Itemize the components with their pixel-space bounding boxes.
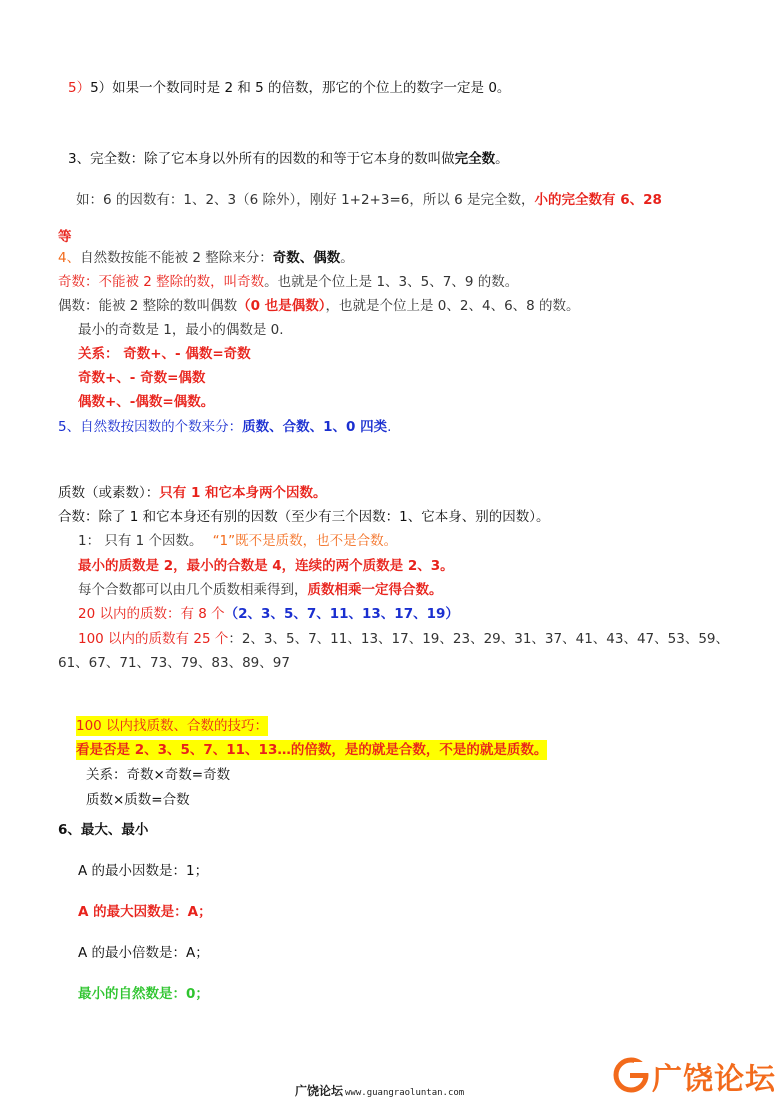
- primes-20-label: 20 以内的质数：有 8 个: [78, 606, 225, 622]
- primes-under-100: [78, 629, 729, 649]
- smallest-prime-composite: 最小的质数是 2，最小的合数是 4，连续的两个质数是 2、3。: [78, 558, 454, 574]
- prime-definition: [58, 483, 327, 503]
- line-5-multiple-of-2-and-5: [68, 78, 510, 98]
- max-factor-rule: A 的最大因数是：A；: [78, 904, 212, 920]
- primes-20-list: （2、3、5、7、11、13、17、19）: [224, 606, 459, 622]
- punct: .: [387, 419, 392, 435]
- odd-even-classification: [58, 248, 354, 268]
- primes-under-20: [78, 604, 459, 624]
- relation-odd-plus-odd: 奇数+、- 奇数=偶数: [78, 370, 206, 386]
- prime-composite-tip: 看是否是 2、3、5、7、11、13…的倍数，是的就是合数，不是的就是质数。: [76, 742, 548, 758]
- even-zero-note: （0 也是偶数）: [237, 298, 326, 314]
- perfect-number-definition: [68, 149, 509, 169]
- even-digits: ，也就是个位上是 0、2、4、6、8 的数。: [325, 298, 580, 314]
- rule-text: 5）如果一个数同时是 2 和 5 的倍数，那它的个位上的数字一定是 0。: [90, 80, 511, 96]
- relation-even-plus-even: 偶数+、-偶数=偶数。: [78, 394, 215, 410]
- even-definition: 偶数：能被 2 整除的数叫偶数: [58, 298, 238, 314]
- classification-terms: 奇数、偶数: [272, 250, 341, 266]
- primes-100-list: ：2、3、5、7、11、13、17、19、23、29、31、37、41、43、47、53、59、: [228, 631, 730, 647]
- min-multiple-rule: A 的最小倍数是：A；: [78, 945, 209, 961]
- classification-text: 自然数按能不能被 2 整除来分：: [80, 250, 273, 266]
- factor-count-classification: [58, 417, 391, 437]
- prime-rule: 只有 1 和它本身两个因数。: [159, 485, 327, 501]
- primes-100-list-continued: 61、67、71、73、79、83、89、97: [58, 655, 290, 671]
- example-text: 如：6 的因数有：1、2、3（6 除外），刚好 1+2+3=6，所以 6 是完全数，: [76, 192, 535, 208]
- relation-prime-times-prime: 质数×质数=合数: [86, 792, 190, 808]
- odd-term: 奇数: [58, 274, 85, 290]
- odd-number-definition: [58, 272, 518, 292]
- punct: 。: [340, 250, 354, 266]
- site-logo: [612, 1052, 774, 1096]
- perfect-number-term: 完全数: [454, 151, 496, 167]
- even-number-definition: [58, 296, 580, 316]
- logo-icon: [612, 1056, 650, 1094]
- odd-definition: ：不能被 2 整除的数，叫奇数: [85, 274, 265, 290]
- primes-100-label: 100 以内的质数有 25 个: [78, 631, 229, 647]
- watermark-site-name: 广饶论坛: [295, 1084, 344, 1098]
- perfect-number-example: [76, 190, 662, 210]
- factor-count-text: 5、自然数按因数的个数来分：: [58, 419, 243, 435]
- one-factor-text: 1： 只有 1 个因数。: [78, 533, 203, 549]
- punct: 。: [495, 151, 509, 167]
- factor-count-categories: 质数、合数、1、0 四类: [242, 419, 388, 435]
- one-note: [78, 531, 397, 551]
- composite-definition: 合数：除了 1 和它本身还有别的因数（至少有三个因数：1、它本身、别的因数）。: [58, 509, 550, 525]
- odd-digits: 。也就是个位上是 1、3、5、7、9 的数。: [264, 274, 519, 290]
- prime-composite-tip-title: 100 以内找质数、合数的技巧：: [76, 718, 269, 734]
- prime-product-rule: 质数相乘一定得合数。: [307, 582, 443, 598]
- relation-odd-times-odd: 关系：奇数×奇数=奇数: [86, 767, 231, 783]
- min-factor-rule: A 的最小因数是：1；: [78, 863, 209, 879]
- one-neither-note: “1”既不是质数，也不是合数。: [212, 533, 398, 549]
- watermark-url: www.guangraoluntan.com: [345, 1088, 465, 1098]
- smallest-natural-number: 最小的自然数是：0；: [78, 986, 209, 1002]
- relation-odd-plus-even: 关系： 奇数+、- 偶数=奇数: [78, 346, 251, 362]
- example-continuation: 等: [58, 229, 72, 245]
- footer-watermark: [295, 1082, 464, 1099]
- logo-text: 广饶论坛: [652, 1062, 776, 1097]
- rule-number: 5）: [68, 80, 91, 96]
- prime-term: 质数（或素数）：: [58, 485, 160, 501]
- composite-product-text: 每个合数都可以由几个质数相乘得到，: [78, 582, 308, 598]
- section-number: 4、: [58, 250, 81, 266]
- composite-product-rule: [78, 580, 443, 600]
- smallest-odd-even: 最小的奇数是 1，最小的偶数是 0.: [78, 322, 284, 338]
- example-highlight: 小的完全数有 6、28: [534, 192, 662, 208]
- max-min-heading: 6、最大、最小: [58, 822, 149, 838]
- perfect-number-text: 3、完全数：除了它本身以外所有的因数的和等于它本身的数叫做: [68, 151, 455, 167]
